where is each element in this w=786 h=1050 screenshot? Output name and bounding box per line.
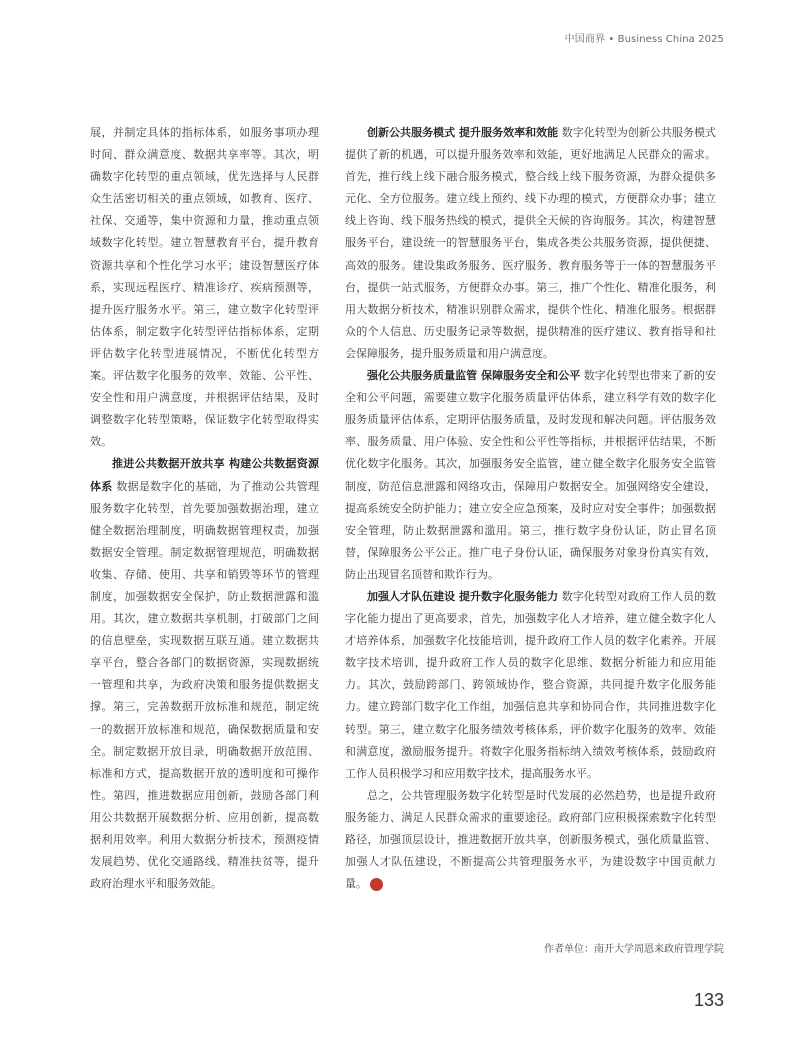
end-mark-icon: 商 xyxy=(370,878,383,891)
right-paragraph-3 xyxy=(345,586,716,785)
section-heading-data-sharing: 推进公共数据开放共享 构建公共数据资源体系 xyxy=(90,457,319,493)
left-column xyxy=(90,122,319,895)
left-paragraph-1: 展，并制定具体的指标体系，如服务事项办理时间、群众满意度、数据共享率等。其次，明确数字化转型的重点领域，优先选择与人民群众生活密切相关的重点领域，如教育、医疗、社保、交通等，集中资源和力量，推动重点领域数字化转型。建立智慧教育平台，提升教育资源共享和个性化学习水平；建设智慧医疗体系，实现远程医疗、精准诊疗、疾病预测等，提升医疗服务水平。第三，建立数字化转型评估体系，制定数字化转型评估指标体系，定期评估数字化转型进展情况，不断优化转型方案。评估数字化服务的效率、效能、公平性、安全性和用户满意度，并根据评估结果，及时调整数字化转型策略，保证数字化转型取得实效。 xyxy=(90,126,319,449)
right-paragraph-2 xyxy=(345,365,716,586)
section-heading-service-model: 创新公共服务模式 提升服务效率和效能 xyxy=(367,126,559,139)
left-paragraph-2-body: 数据是数字化的基础，为了推动公共管理服务数字化转型，首先要加强数据治理，建立健全数据治理制度，明确数据管理权责，加强数据安全管理。制定数据管理规范，明确数据收集、存储、使用、共享和销毁等环节的管理制度，加强数据安全保护，防止数据泄露和滥用。其次，建立数据共享机制，打破部门之间的信息壁垒，实现数据互联互通。建立数据共享平台，整合各部门的数据资源，实现数据统一管理和共享，为政府决策和服务提供数据支撑。第三，完善数据开放标准和规范，制定统一的数据开放标准和规范，确保数据质量和安全。制定数据开放目录，明确数据开放范围、标准和方式，提高数据开放的透明度和可操作性。第四，推进数据应用创新，鼓励各部门利用公共数据开展数据分析、应用创新，提高数据利用效率。利用大数据分析技术，预测疫情发展趋势、优化交通路线、精准扶贫等，提升政府治理水平和服务效能。 xyxy=(90,479,320,891)
right-paragraph-4 xyxy=(345,785,716,895)
section-heading-quality-supervision: 强化公共服务质量监管 保障服务安全和公平 xyxy=(367,369,581,383)
running-header: 中国商界 • Business China 2025 xyxy=(564,34,724,45)
right-paragraph-1 xyxy=(345,122,716,365)
right-paragraph-2-body: 数字化转型也带来了新的安全和公平问题，需要建立数字化服务质量评估体系，建立科学有效的数字化服务质量评估体系，定期评估服务质量，及时发现和解决问题。评估服务效率、服务质量、用户体验、安全性和公平性等指标，并根据评估结果，不断优化数字化服务。其次，加强服务安全监管，建立健全数字化服务安全监管制度，防范信息泄露和网络攻击，保障用户数据安全。加强网络安全建设，提高系统安全防护能力；建立安全应急预案，及时应对安全事件；加强数据安全管理，防止数据泄露和滥用。第三，推行数字身份认证，防止冒名顶替，保障服务公平公正。推广电子身份认证，确保服务对象身份真实有效，防止出现冒名顶替和欺诈行为。 xyxy=(345,369,716,581)
right-column xyxy=(345,122,716,895)
page-number: 133 xyxy=(693,990,724,1010)
author-affiliation: 作者单位：南开大学周恩来政府管理学院 xyxy=(544,944,724,955)
left-paragraph-2 xyxy=(90,453,319,895)
conclusion-text: 总之，公共管理服务数字化转型是时代发展的必然趋势，也是提升政府服务能力、满足人民群众需求的重要途径。政府部门应积极探索数字化转型路径，加强顶层设计，推进数据开放共享，创新服务模式，强化质量监管、加强人才队伍建设，不断提高公共管理服务水平，为建设数字中国贡献力量。 xyxy=(345,788,716,891)
right-paragraph-3-body: 数字化转型对政府工作人员的数字化能力提出了更高要求，首先，加强数字化人才培养，建立健全数字化人才培养体系，加强数字化技能培训，提升政府工作人员的数字化素养。开展数字技术培训，提升政府工作人员的数字化思维、数据分析能力和应用能力。其次，鼓励跨部门、跨领域协作，整合资源，共同提升数字化服务能力。建立跨部门数字化工作组，加强信息共享和协同合作，共同推进数字化转型。第三，建立数字化服务绩效考核体系，评价数字化服务的效率、效能和满意度，激励服务提升。将数字化服务指标纳入绩效考核体系，鼓励政府工作人员积极学习和应用数字技术，提高服务水平。 xyxy=(345,589,716,780)
right-paragraph-1-body: 数字化转型为创新公共服务模式提供了新的机遇，可以提升服务效率和效能，更好地满足人民群众的需求。首先，推行线上线下融合服务模式，整合线上线下服务资源，为群众提供多元化、全方位服务。建立线上预约、线下办理的模式，方便群众办事；建立线上咨询、线下服务热线的模式，提供全天候的咨询服务。其次，构建智慧服务平台，建设统一的智慧服务平台，集成各类公共服务资源，提供便捷、高效的服务。建设集政务服务、医疗服务、教育服务等于一体的智慧服务平台，提供一站式服务，方便群众办事。第三，推广个性化、精准化服务，利用大数据分析技术，精准识别群众需求，提供个性化、精准化服务。根据群众的个人信息、历史服务记录等数据，提供精准的医疗建议、教育指导和社会保障服务，提升服务质量和用户满意度。 xyxy=(345,126,716,360)
section-heading-talent: 加强人才队伍建设 提升数字化服务能力 xyxy=(367,589,559,603)
